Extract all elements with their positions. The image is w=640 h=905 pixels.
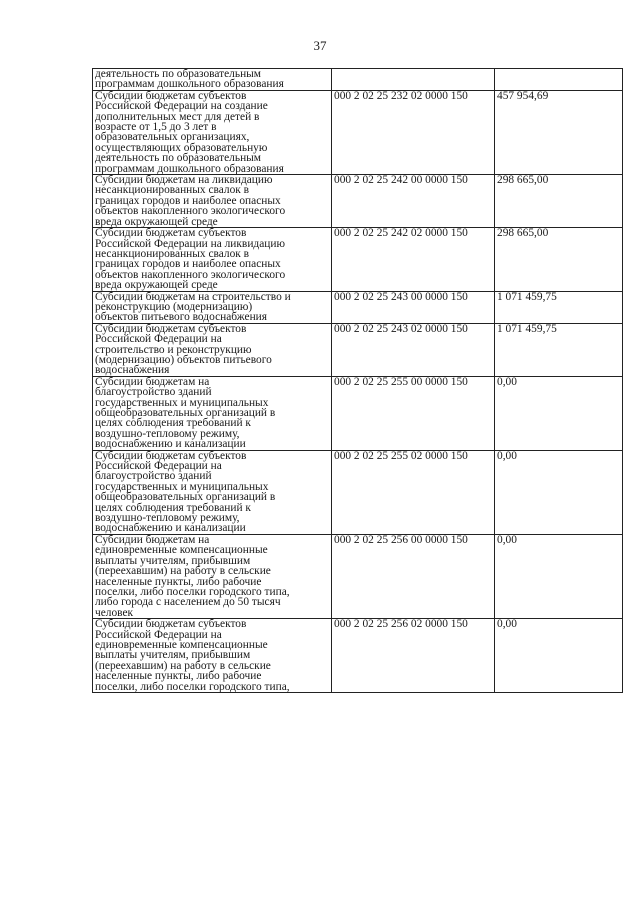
description-line: Российской Федерации на xyxy=(95,460,222,473)
description-line: человек xyxy=(95,606,134,619)
description-line: границах городов и наиболее опасных xyxy=(95,194,281,207)
description-cell xyxy=(93,534,332,618)
description-line: единовременные компенсационные xyxy=(95,638,268,651)
description-line: благоустройство зданий xyxy=(95,470,212,483)
description-line: воздушно-тепловому режиму, xyxy=(95,427,240,440)
description-line: реконструкцию (модернизацию) xyxy=(95,300,253,313)
budget-code-cell: 000 2 02 25 256 02 0000 150 xyxy=(332,619,495,693)
description-line: Субсидии бюджетам субъектов xyxy=(95,450,247,462)
table-row xyxy=(93,376,623,450)
description-line: водоснабжения xyxy=(95,364,170,377)
amount-cell: 457 954,69 xyxy=(495,90,623,174)
description-line: деятельность по образовательным xyxy=(95,152,262,165)
description-line: объектов накопленного экологического xyxy=(95,268,286,281)
budget-code-cell: 000 2 02 25 232 02 0000 150 xyxy=(332,90,495,174)
description-cell xyxy=(93,175,332,228)
description-line: вреда окружающей среде xyxy=(95,215,218,228)
description-line: границах городов и наиболее опасных xyxy=(95,258,281,271)
amount-cell: 298 665,00 xyxy=(495,175,623,228)
description-line: объектов накопленного экологического xyxy=(95,205,286,218)
description-line: осуществляющих образовательную xyxy=(95,141,268,154)
description-line: целях соблюдения требований к xyxy=(95,501,251,514)
description-line: общеобразовательных организаций в xyxy=(95,491,276,504)
description-line: деятельность по образовательным xyxy=(95,68,262,80)
page-number: 37 xyxy=(313,38,327,53)
amount-cell: 298 665,00 xyxy=(495,228,623,291)
table-row xyxy=(93,175,623,228)
description-line: Субсидии бюджетам субъектов xyxy=(95,90,247,102)
amount-cell: 0,00 xyxy=(495,619,623,693)
budget-code-cell: 000 2 02 25 255 00 0000 150 xyxy=(332,376,495,450)
description-line: несанкционированных свалок в xyxy=(95,184,250,197)
description-line: Субсидии бюджетам на ликвидацию xyxy=(95,174,273,187)
description-line: Российской Федерации на создание xyxy=(95,100,268,113)
description-line: благоустройство зданий xyxy=(95,386,212,399)
table-row xyxy=(93,291,623,323)
description-line: образовательных организациях, xyxy=(95,131,250,144)
description-line: (переехавшим) на работу в сельские xyxy=(95,565,271,578)
description-line: либо города с населением до 50 тысяч xyxy=(95,596,281,609)
description-cell xyxy=(93,323,332,376)
description-line: программам дошкольного образования xyxy=(95,78,284,91)
budget-revenue-table xyxy=(92,68,623,693)
table-row xyxy=(93,534,623,618)
description-line: Субсидии бюджетам субъектов xyxy=(95,227,247,240)
description-line: (модернизацию) объектов питьевого xyxy=(95,353,272,366)
description-line: общеобразовательных организаций в xyxy=(95,407,276,419)
description-cell xyxy=(93,619,332,693)
description-line: вреда окружающей среде xyxy=(95,279,218,292)
description-line: воздушно-тепловому режиму, xyxy=(95,512,240,525)
amount-cell: 1 071 459,75 xyxy=(495,323,623,376)
budget-code-cell: 000 2 02 25 243 02 0000 150 xyxy=(332,323,495,376)
description-line: Субсидии бюджетам на строительство и xyxy=(95,291,291,303)
budget-code-cell: 000 2 02 25 255 02 0000 150 xyxy=(332,450,495,534)
description-line: программам дошкольного образования xyxy=(95,162,284,175)
description-line: поселки, либо поселки городского типа, xyxy=(95,680,290,693)
table-row xyxy=(93,450,623,534)
description-line: Субсидии бюджетам субъектов xyxy=(95,323,247,335)
budget-code-cell xyxy=(332,69,495,91)
description-cell xyxy=(93,69,332,91)
description-line: водоснабжению и канализации xyxy=(95,438,246,451)
description-cell xyxy=(93,291,332,323)
amount-cell: 0,00 xyxy=(495,534,623,618)
table-row xyxy=(93,619,623,693)
description-line: несанкционированных свалок в xyxy=(95,247,250,260)
description-line: поселки, либо поселки городского типа, xyxy=(95,585,290,598)
description-line: единовременные компенсационные xyxy=(95,544,268,557)
table-row xyxy=(93,69,623,91)
amount-cell: 1 071 459,75 xyxy=(495,291,623,323)
table-row xyxy=(93,90,623,174)
description-cell xyxy=(93,450,332,534)
description-cell xyxy=(93,90,332,174)
description-cell xyxy=(93,228,332,291)
description-line: выплаты учителям, прибывшим xyxy=(95,649,251,662)
amount-cell xyxy=(495,69,623,91)
description-line: Российской Федерации на xyxy=(95,628,222,641)
budget-code-cell: 000 2 02 25 243 00 0000 150 xyxy=(332,291,495,323)
table-row xyxy=(93,228,623,291)
description-line: строительство и реконструкцию xyxy=(95,343,252,356)
description-line: возрасте от 1,5 до 3 лет в xyxy=(95,121,217,134)
budget-code-cell: 000 2 02 25 242 00 0000 150 xyxy=(332,175,495,228)
description-line: населенные пункты, либо рабочие xyxy=(95,575,262,588)
description-line: дополнительных мест для детей в xyxy=(95,110,260,123)
budget-code-cell: 000 2 02 25 256 00 0000 150 xyxy=(332,534,495,618)
description-line: выплаты учителям, прибывшим xyxy=(95,554,251,567)
table-row xyxy=(93,323,623,376)
description-line: (переехавшим) на работу в сельские xyxy=(95,659,271,672)
description-line: Российской Федерации на xyxy=(95,333,222,346)
description-line: объектов питьевого водоснабжения xyxy=(95,311,267,324)
description-line: населенные пункты, либо рабочие xyxy=(95,670,262,683)
description-line: водоснабжению и канализации xyxy=(95,522,246,535)
amount-cell: 0,00 xyxy=(495,450,623,534)
description-line: Субсидии бюджетам субъектов xyxy=(95,618,247,631)
budget-code-cell: 000 2 02 25 242 02 0000 150 xyxy=(332,228,495,291)
description-line: целях соблюдения требований к xyxy=(95,417,251,430)
description-line: государственных и муниципальных xyxy=(95,396,269,409)
amount-cell: 0,00 xyxy=(495,376,623,450)
description-cell xyxy=(93,376,332,450)
description-line: государственных и муниципальных xyxy=(95,480,269,493)
description-line: Субсидии бюджетам на xyxy=(95,376,210,388)
description-line: Российской Федерации на ликвидацию xyxy=(95,237,285,250)
description-line: Субсидии бюджетам на xyxy=(95,534,210,546)
